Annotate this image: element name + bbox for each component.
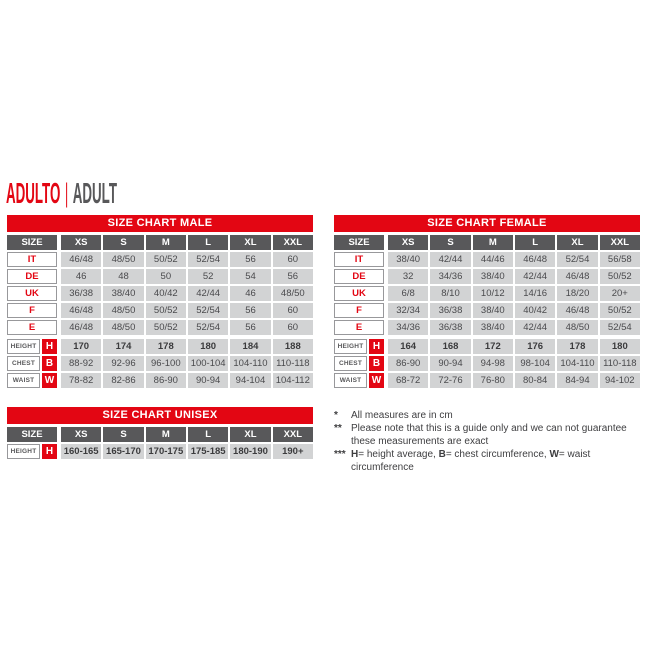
footnote-segment: B [438, 449, 446, 460]
footnote-1 [334, 409, 645, 422]
size-row-f [7, 303, 313, 318]
measure-row-chest [7, 356, 313, 371]
measure-label-height: HEIGHT [7, 339, 40, 354]
size-cell: 48/50 [103, 320, 143, 335]
measure-cell: 180 [600, 339, 640, 354]
page-title-text [6, 178, 117, 210]
size-cell: 52/54 [600, 320, 640, 335]
size-cell: 38/40 [103, 286, 143, 301]
measure-label-chest: CHEST [7, 356, 40, 371]
size-cell: 46/48 [61, 303, 101, 318]
footnote-segment: All measures are in cm [351, 410, 453, 421]
header-row [7, 427, 313, 442]
measure-cell: 184 [230, 339, 270, 354]
page-title-primary: ADULTO [6, 178, 61, 210]
size-row-e [7, 320, 313, 335]
column-header-xs: XS [61, 235, 101, 250]
column-header-xxl: XXL [273, 235, 313, 250]
size-row-e [334, 320, 640, 335]
header-row [334, 235, 640, 250]
measure-cell: 174 [103, 339, 143, 354]
footnote-segment: Please note that this is a guide only and we can not guarantee these measurements are exact [351, 423, 627, 447]
size-cell: 50/52 [146, 252, 186, 267]
size-cell: 38/40 [473, 303, 513, 318]
measure-cell: 110-118 [600, 356, 640, 371]
header-row [7, 235, 313, 250]
measure-cell: 168 [430, 339, 470, 354]
measure-cell: 175-185 [188, 444, 228, 459]
measure-label-col [334, 356, 384, 371]
column-header-m: M [146, 427, 186, 442]
measure-cell: 110-118 [273, 356, 313, 371]
size-cell: 44/46 [473, 252, 513, 267]
size-cell: 46/48 [61, 252, 101, 267]
measure-cell: 86-90 [146, 373, 186, 388]
size-row-label-col [7, 269, 57, 284]
column-header-xl: XL [557, 235, 597, 250]
chart-body-female [334, 235, 640, 388]
measure-cell: 170 [61, 339, 101, 354]
size-cell: 56 [273, 269, 313, 284]
size-row-label-col [7, 303, 57, 318]
size-header-col [334, 235, 384, 250]
column-header-xl: XL [230, 427, 270, 442]
measure-cell: 178 [557, 339, 597, 354]
size-cell: 40/42 [515, 303, 555, 318]
size-cell: 60 [273, 320, 313, 335]
region-label-e: E [334, 320, 384, 335]
size-cell: 20+ [600, 286, 640, 301]
footnote-segment: W [549, 449, 559, 460]
size-header-col [7, 427, 57, 442]
chart-title-female: SIZE CHART FEMALE [334, 215, 640, 232]
size-header-col [7, 235, 57, 250]
size-cell: 40/42 [146, 286, 186, 301]
measure-cell: 188 [273, 339, 313, 354]
size-cell: 50/52 [600, 269, 640, 284]
size-cell: 36/38 [61, 286, 101, 301]
measure-code-badge-w: W [369, 373, 384, 388]
measure-label-chest: CHEST [334, 356, 367, 371]
size-row-label-col [334, 269, 384, 284]
measure-cell: 82-86 [103, 373, 143, 388]
size-row-de [7, 269, 313, 284]
size-cell: 60 [273, 303, 313, 318]
measure-code-badge-h: H [42, 339, 57, 354]
measure-label-waist: WAIST [7, 373, 40, 388]
size-row-label-col [7, 252, 57, 267]
chart-body-male [7, 235, 313, 388]
size-cell: 46/48 [557, 303, 597, 318]
size-column-header: SIZE [7, 427, 57, 442]
measure-code-badge-h: H [369, 339, 384, 354]
footnote-text [351, 448, 645, 474]
measure-cell: 160-165 [61, 444, 101, 459]
measure-label-col [7, 339, 57, 354]
measure-cell: 176 [515, 339, 555, 354]
measure-cell: 86-90 [388, 356, 428, 371]
size-cell: 46 [230, 286, 270, 301]
measure-label-col [7, 356, 57, 371]
column-header-s: S [430, 235, 470, 250]
measure-cell: 90-94 [188, 373, 228, 388]
measure-cell: 170-175 [146, 444, 186, 459]
size-cell: 10/12 [473, 286, 513, 301]
size-cell: 50/52 [146, 320, 186, 335]
footnote-3 [334, 448, 645, 474]
size-row-uk [334, 286, 640, 301]
measure-label-height: HEIGHT [334, 339, 367, 354]
measure-cell: 80-84 [515, 373, 555, 388]
size-cell: 50/52 [600, 303, 640, 318]
size-row-it [7, 252, 313, 267]
size-column-header: SIZE [7, 235, 57, 250]
measure-cell: 104-110 [557, 356, 597, 371]
size-cell: 56/58 [600, 252, 640, 267]
measure-cell: 104-112 [273, 373, 313, 388]
size-cell: 46/48 [557, 269, 597, 284]
size-chart-female [334, 215, 640, 390]
footnotes [334, 409, 645, 474]
chart-title-unisex: SIZE CHART UNISEX [7, 407, 313, 424]
region-label-f: F [334, 303, 384, 318]
measure-cell: 98-104 [515, 356, 555, 371]
size-column-header: SIZE [334, 235, 384, 250]
footnote-marker: * [334, 410, 338, 421]
size-cell: 46/48 [515, 252, 555, 267]
measure-cell: 78-82 [61, 373, 101, 388]
size-cell: 52/54 [188, 252, 228, 267]
measure-code-badge-h: H [42, 444, 57, 459]
size-cell: 56 [230, 252, 270, 267]
size-row-it [334, 252, 640, 267]
column-header-s: S [103, 427, 143, 442]
measure-label-col [7, 444, 57, 459]
size-cell: 56 [230, 320, 270, 335]
measure-cell: 180-190 [230, 444, 270, 459]
size-cell: 32/34 [388, 303, 428, 318]
measure-cell: 190+ [273, 444, 313, 459]
measure-cell: 164 [388, 339, 428, 354]
size-cell: 50 [146, 269, 186, 284]
title-separator: | [64, 178, 69, 208]
column-header-xs: XS [61, 427, 101, 442]
size-cell: 52/54 [557, 252, 597, 267]
size-cell: 42/44 [515, 320, 555, 335]
size-cell: 48/50 [103, 303, 143, 318]
region-label-uk: UK [334, 286, 384, 301]
measure-cell: 165-170 [103, 444, 143, 459]
column-header-m: M [473, 235, 513, 250]
measure-cell: 76-80 [473, 373, 513, 388]
region-label-it: IT [334, 252, 384, 267]
measure-cell: 94-102 [600, 373, 640, 388]
footnote-segment: = waist circumference [351, 449, 591, 473]
region-label-e: E [7, 320, 57, 335]
column-header-xxl: XXL [600, 235, 640, 250]
size-cell: 42/44 [430, 252, 470, 267]
measure-row-waist [7, 373, 313, 388]
measure-cell: 104-110 [230, 356, 270, 371]
size-row-label-col [7, 320, 57, 335]
footnote-segment: = height average, [358, 449, 439, 460]
size-row-label-col [7, 286, 57, 301]
measure-cell: 90-94 [430, 356, 470, 371]
size-cell: 48 [103, 269, 143, 284]
size-row-label-col [334, 303, 384, 318]
measure-cell: 180 [188, 339, 228, 354]
footnote-2 [334, 422, 645, 448]
measure-cell: 94-98 [473, 356, 513, 371]
size-cell: 42/44 [515, 269, 555, 284]
size-cell: 38/40 [473, 269, 513, 284]
column-header-s: S [103, 235, 143, 250]
column-header-xxl: XXL [273, 427, 313, 442]
size-cell: 60 [273, 252, 313, 267]
region-label-uk: UK [7, 286, 57, 301]
size-row-de [334, 269, 640, 284]
region-label-it: IT [7, 252, 57, 267]
measure-label-waist: WAIST [334, 373, 367, 388]
size-cell: 50/52 [146, 303, 186, 318]
region-label-de: DE [334, 269, 384, 284]
measure-label-col [334, 373, 384, 388]
measure-cell: 84-94 [557, 373, 597, 388]
footnote-marker: ** [334, 423, 342, 434]
size-cell: 48/50 [273, 286, 313, 301]
page-title [6, 178, 247, 210]
size-cell: 38/40 [388, 252, 428, 267]
size-cell: 48/50 [557, 320, 597, 335]
size-cell: 14/16 [515, 286, 555, 301]
size-cell: 34/36 [388, 320, 428, 335]
measure-label-col [7, 373, 57, 388]
size-chart-male [7, 215, 313, 390]
size-row-f [334, 303, 640, 318]
size-row-uk [7, 286, 313, 301]
column-header-m: M [146, 235, 186, 250]
measure-row-height [7, 444, 313, 459]
size-row-label-col [334, 252, 384, 267]
size-cell: 46 [61, 269, 101, 284]
region-label-f: F [7, 303, 57, 318]
size-cell: 52/54 [188, 320, 228, 335]
footnote-text [351, 422, 645, 448]
chart-title-male: SIZE CHART MALE [7, 215, 313, 232]
measure-cell: 172 [473, 339, 513, 354]
size-cell: 52 [188, 269, 228, 284]
measure-code-badge-b: B [42, 356, 57, 371]
size-chart-unisex [7, 407, 313, 461]
measure-code-badge-w: W [42, 373, 57, 388]
chart-body-unisex [7, 427, 313, 459]
size-row-label-col [334, 286, 384, 301]
measure-row-chest [334, 356, 640, 371]
size-cell: 46/48 [61, 320, 101, 335]
measure-cell: 88-92 [61, 356, 101, 371]
measure-label-col [334, 339, 384, 354]
size-cell: 56 [230, 303, 270, 318]
size-cell: 8/10 [430, 286, 470, 301]
size-cell: 18/20 [557, 286, 597, 301]
size-cell: 36/38 [430, 320, 470, 335]
column-header-xs: XS [388, 235, 428, 250]
size-cell: 52/54 [188, 303, 228, 318]
region-label-de: DE [7, 269, 57, 284]
column-header-l: L [188, 235, 228, 250]
size-cell: 36/38 [430, 303, 470, 318]
measure-cell: 96-100 [146, 356, 186, 371]
size-cell: 34/36 [430, 269, 470, 284]
size-cell: 38/40 [473, 320, 513, 335]
page-title-secondary: ADULT [72, 178, 117, 210]
measure-cell: 92-96 [103, 356, 143, 371]
column-header-l: L [515, 235, 555, 250]
footnote-segment: H [351, 449, 359, 460]
size-cell: 32 [388, 269, 428, 284]
column-header-xl: XL [230, 235, 270, 250]
measure-row-height [7, 339, 313, 354]
footnote-segment: = chest circumference, [445, 449, 550, 460]
size-cell: 42/44 [188, 286, 228, 301]
size-cell: 6/8 [388, 286, 428, 301]
measure-cell: 72-76 [430, 373, 470, 388]
measure-code-badge-b: B [369, 356, 384, 371]
footnote-text [351, 409, 645, 422]
column-header-l: L [188, 427, 228, 442]
footnote-marker: *** [334, 449, 346, 460]
measure-cell: 100-104 [188, 356, 228, 371]
measure-label-height: HEIGHT [7, 444, 40, 459]
size-cell: 54 [230, 269, 270, 284]
measure-row-height [334, 339, 640, 354]
size-row-label-col [334, 320, 384, 335]
measure-cell: 68-72 [388, 373, 428, 388]
size-cell: 48/50 [103, 252, 143, 267]
measure-cell: 94-104 [230, 373, 270, 388]
measure-cell: 178 [146, 339, 186, 354]
measure-row-waist [334, 373, 640, 388]
